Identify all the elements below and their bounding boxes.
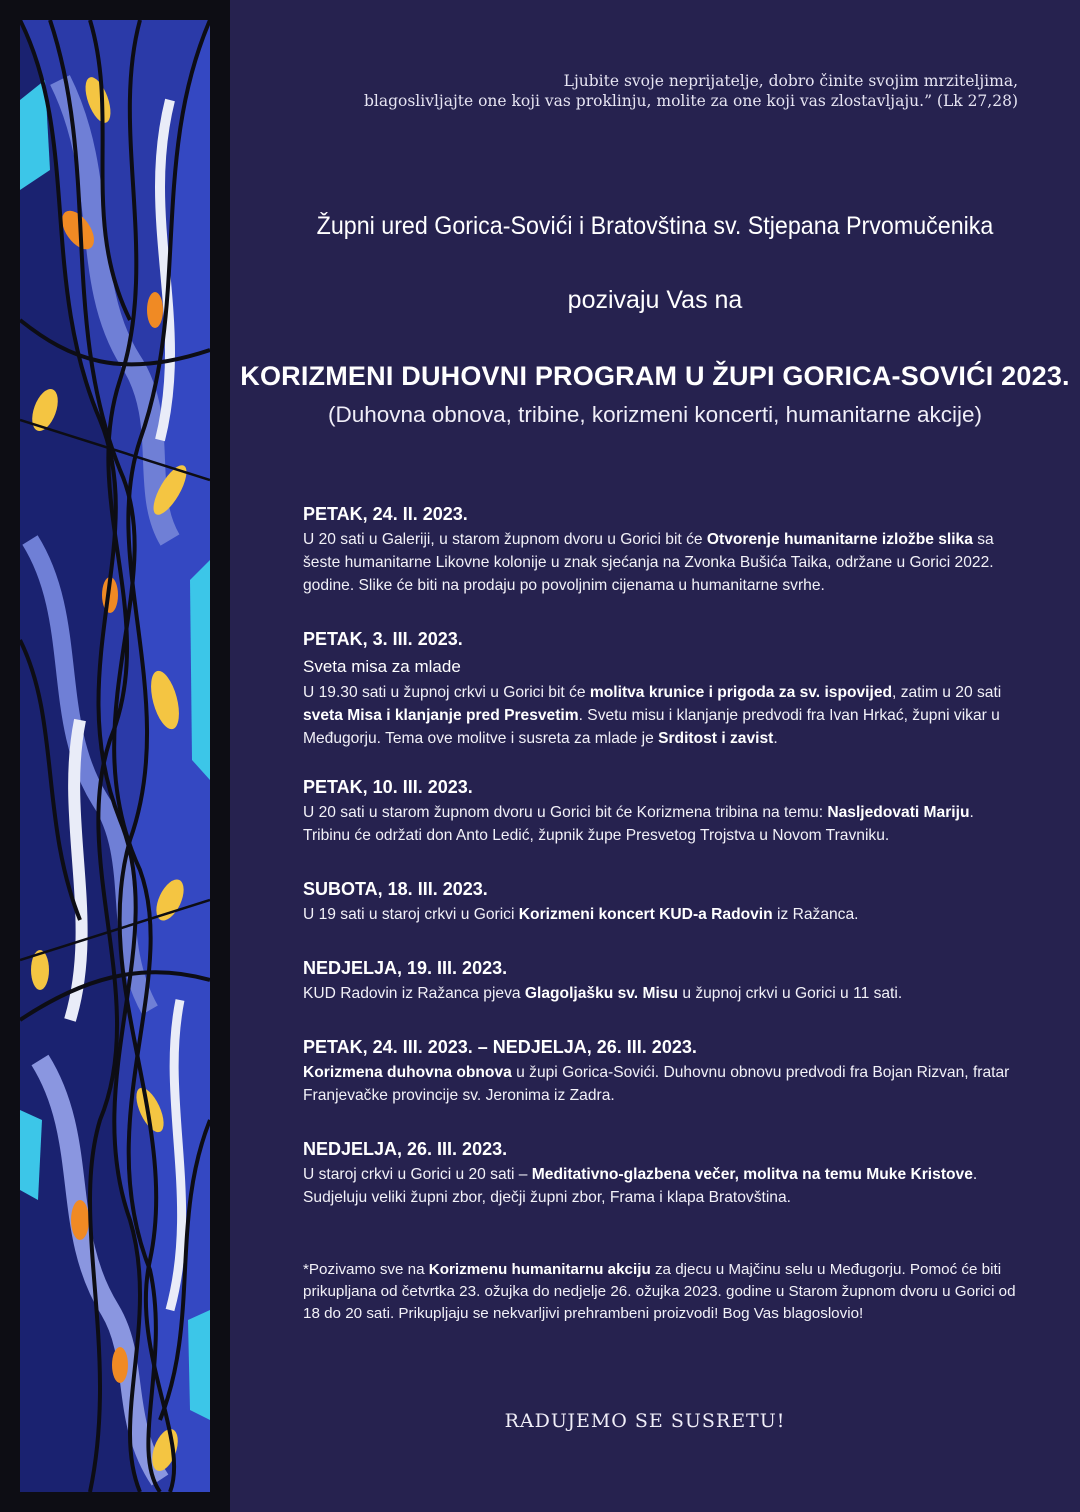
emphasized-text: Korizmena duhovna obnova (303, 1064, 512, 1081)
event-description (303, 681, 1023, 750)
stained-glass-artwork (20, 20, 210, 1492)
text-run: u župnoj crkvi u Gorici u 11 sati. (678, 985, 903, 1002)
event-item (303, 1137, 1023, 1209)
text-run: U 19 sati u staroj crkvi u Gorici (303, 906, 519, 923)
text-run: , zatim u 20 sati (892, 684, 1002, 701)
humanitarian-note (303, 1259, 1023, 1325)
emphasized-text: Otvorenje humanitarne izložbe slika (706, 531, 973, 548)
emphasized-text: molitva krunice i prigoda za sv. ispovijed (589, 684, 893, 701)
organizer-line: Župni ured Gorica-Sovići i Bratovština sv. Stjepana Prvomučenika (316, 212, 994, 240)
emphasized-text: Nasljedovati Mariju (827, 804, 970, 821)
text-run: U staroj crkvi u Gorici u 20 sati – (303, 1166, 532, 1183)
event-date: SUBOTA, 18. III. 2023. (303, 879, 488, 899)
event-description (303, 903, 1023, 926)
text-run: *Pozivamo sve na (303, 1261, 429, 1278)
text-run: . Svetu misu i klanjanje predvodi fra Ivan Hrkać, župni vikar u Međugorju. Tema ove molitve i susreta za mlade je (303, 707, 1000, 747)
emphasized-text: Srditost i zavist (658, 730, 774, 747)
event-date: PETAK, 3. III. 2023. (303, 629, 463, 649)
event-date: NEDJELJA, 19. III. 2023. (303, 958, 508, 978)
emphasized-text: sveta Misa i klanjanje pred Presvetim (303, 707, 579, 724)
event-item (303, 502, 1023, 597)
content-area (230, 0, 1080, 1512)
text-run: . (773, 730, 778, 747)
event-item (303, 627, 1023, 750)
text-run: U 19.30 sati u župnoj crkvi u Gorici bit će (303, 684, 590, 701)
quote-line-2: blagoslivljajte one koji vas proklinju, molite za one koji vas zlostavljaju.” (Lk 27,28) (363, 92, 1018, 110)
emphasized-text: Korizmeni koncert KUD-a Radovin (518, 906, 773, 923)
event-item (303, 1035, 1023, 1107)
emphasized-text: Glagoljašku sv. Misu (524, 985, 678, 1002)
page-subtitle: (Duhovna obnova, tribine, korizmeni koncerti, humanitarne akcije) (327, 402, 983, 427)
event-subtitle: Sveta misa za mlade (303, 657, 461, 676)
page-title: KORIZMENI DUHOVNI PROGRAM U ŽUPI GORICA-SOVIĆI 2023. (240, 361, 1070, 391)
text-run: U 20 sati u Galeriji, u starom župnom dvoru u Gorici bit će (303, 531, 707, 548)
text-run: u župi Gorica-Sovići. Duhovnu obnovu predvodi fra Bojan Rizvan, fratar Franjevačke provincije sv. Jeronima iz Zadra. (303, 1064, 1010, 1104)
text-run: . Tribinu će održati don Anto Ledić, župnik župe Presvetog Trojstva u Novom Travniku. (303, 804, 974, 844)
event-date: PETAK, 10. III. 2023. (303, 777, 473, 797)
event-item (303, 877, 1023, 926)
event-date: NEDJELJA, 26. III. 2023. (303, 1139, 508, 1159)
emphasized-text: Meditativno-glazbena večer, molitva na temu Muke Kristove (531, 1166, 973, 1183)
stained-glass-panel (0, 0, 230, 1512)
event-description (303, 1061, 1023, 1107)
event-description (303, 528, 1023, 597)
event-description (303, 801, 1023, 847)
emphasized-text: Korizmenu humanitarnu akciju (428, 1261, 651, 1278)
closing-line: RADUJEMO SE SUSRETU! (504, 1410, 786, 1432)
text-run: KUD Radovin iz Ražanca pjeva (303, 985, 525, 1002)
bible-quote (318, 71, 1018, 111)
text-run: iz Ražanca. (772, 906, 859, 923)
text-run: sa šeste humanitarne Likovne kolonije u znak sjećanja na Zvonka Bušića Taika, održane u Gorici 2022. godine. Slike će biti na prodaju po povoljnim cijenama u humanitarne svrhe. (303, 531, 994, 594)
event-item (303, 775, 1023, 847)
event-description (303, 1163, 1023, 1209)
quote-line-1: Ljubite svoje neprijatelje, dobro činite svojim mrziteljima, (563, 72, 1018, 90)
text-run: . Sudjeluju veliki župni zbor, dječji župni zbor, Frama i klapa Bratovština. (303, 1166, 978, 1206)
invite-line: pozivaju Vas na (567, 286, 743, 314)
event-item (303, 956, 1023, 1005)
text-run: U 20 sati u starom župnom dvoru u Gorici bit će Korizmena tribina na temu: (303, 804, 828, 821)
text-run: za djecu u Majčinu selu u Međugorju. Pomoć će biti prikupljana od četvrtka 23. ožujka do nedjelje 26. ožujka 2023. godine u Starom župnom dvoru u Gorici od 18 do 20 sati. Prikupljaju se nekvarljivi prehrambeni proizvodi! Bog Vas blagoslovio! (303, 1261, 1016, 1322)
event-date: PETAK, 24. II. 2023. (303, 504, 468, 524)
event-date: PETAK, 24. III. 2023. – NEDJELJA, 26. III. 2023. (303, 1037, 697, 1057)
event-description (303, 982, 1023, 1005)
